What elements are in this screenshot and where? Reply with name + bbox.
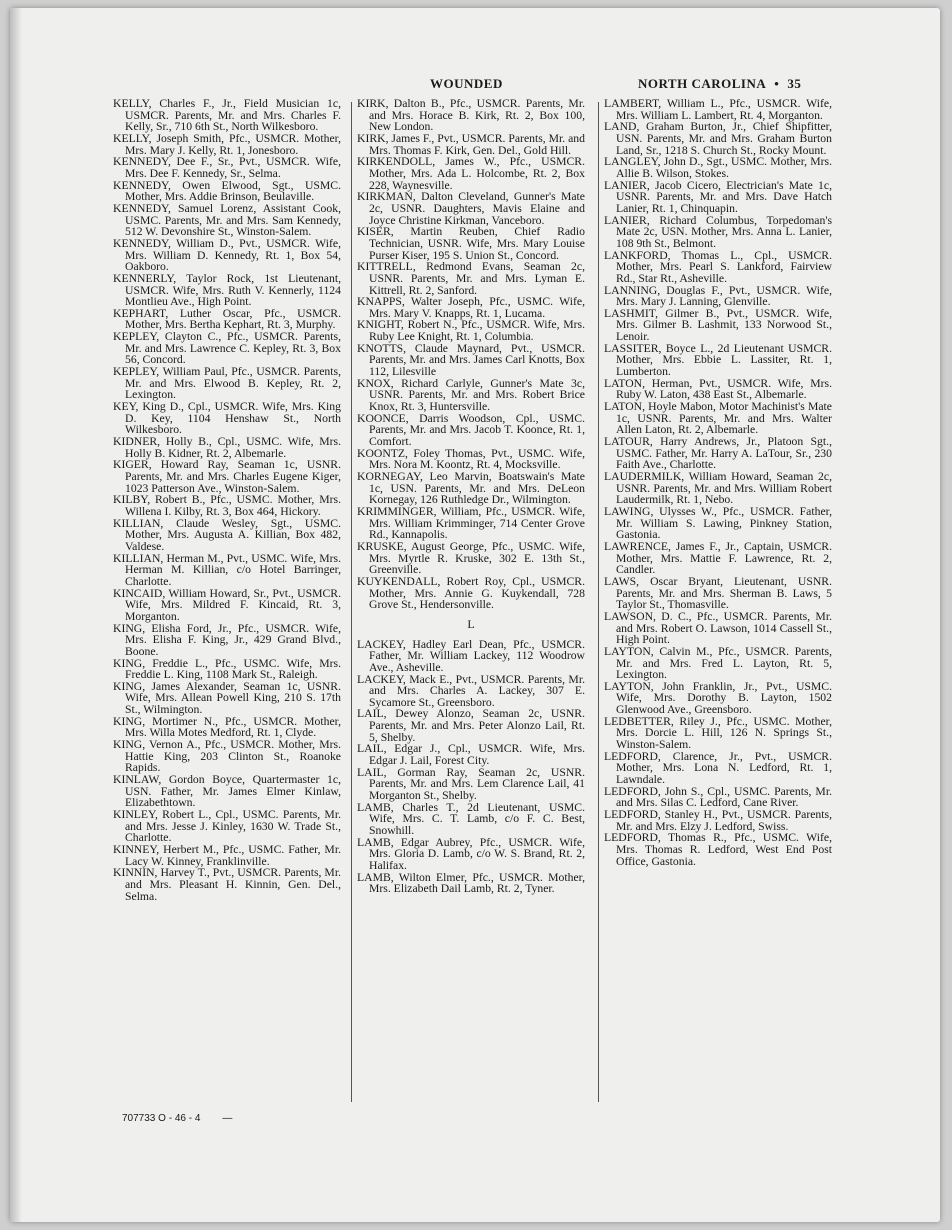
casualty-entry: KENNEDY, Dee F., Sr., Pvt., USMCR. Wife, Mrs. Dee F. Kennedy, Sr., Selma. [113,155,341,180]
casualty-entry: KORNEGAY, Leo Marvin, Boatswain's Mate 1c, USN. Parents, Mr. and Mrs. DeLeon Kornegay, 126 Ruthledge Dr., Wilmington. [357,470,585,507]
casualty-entry: LAUDERMILK, William Howard, Seaman 2c, USNR. Parents, Mr. and Mrs. William Robert Laudermilk, Rt. 1, Nebo. [604,470,832,507]
columns-container [113,98,843,1108]
print-code: 707733 O - 46 - 4 [122,1113,201,1124]
casualty-entry: LANKFORD, Thomas L., Cpl., USMCR. Mother, Mrs. Pearl S. Lankford, Fairview Rd., Star Rt., Asheville. [604,248,832,285]
column-1 [113,98,341,902]
casualty-entry: KNOTTS, Claude Maynard, Pvt., USMCR. Parents, Mr. and Mrs. James Carl Knotts, Box 112, Lilesville [357,341,585,379]
column-rule-2 [598,102,599,1102]
casualty-entry: KENNEDY, Owen Elwood, Sgt., USMC. Mother, Mrs. Addie Brinson, Beulaville. [113,178,341,204]
casualty-entry: KNOX, Richard Carlyle, Gunner's Mate 3c, USNR. Parents, Mr. and Mrs. Robert Brice Knox, Rt. 3, Huntersville. [357,376,585,414]
column-2-entries-l [357,639,585,895]
casualty-entry: KIRKENDOLL, James W., Pfc., USMCR. Mother, Mrs. Ada L. Holcombe, Rt. 2, Box 228, Waynesville. [357,155,585,192]
casualty-entry: LANNING, Douglas F., Pvt., USMCR. Wife, Mrs. Mary J. Lanning, Glenville. [604,283,832,309]
casualty-entry: KENNEDY, William D., Pvt., USMCR. Wife, Mrs. William D. Kennedy, Rt. 1, Box 54, Oakboro. [113,236,341,274]
casualty-entry: KIRK, Dalton B., Pfc., USMCR. Parents, Mr. and Mrs. Horace B. Kirk, Rt. 2, Box 100, New London. [357,97,585,134]
section-heading: WOUNDED [430,76,503,91]
state-heading: NORTH CAROLINA [638,76,767,91]
header-separator: • [774,76,780,91]
casualty-entry: KINCAID, William Howard, Sr., Pvt., USMCR. Wife, Mrs. Mildred F. Kincaid, Rt. 3, Morganton. [113,586,341,623]
casualty-entry: LANIER, Richard Columbus, Torpedoman's Mate 2c, USN. Mother, Mrs. Anna L. Lanier, 108 9th St., Belmont. [604,213,832,250]
casualty-entry: LEDBETTER, Riley J., Pfc., USMC. Mother, Mrs. Dorcie L. Hill, 126 N. Springs St., Winston-Salem. [604,714,832,752]
casualty-entry: KRUSKE, August George, Pfc., USMC. Wife, Mrs. Myrtle R. Kruske, 302 E. 13th St., Greenville. [357,539,585,577]
casualty-entry: KING, Freddie L., Pfc., USMC. Wife, Mrs. Freddie L. King, 1108 Mark St., Raleigh. [113,656,341,682]
casualty-entry: KEPHART, Luther Oscar, Pfc., USMCR. Mother, Mrs. Bertha Kephart, Rt. 3, Murphy. [113,306,341,332]
casualty-entry: KINLEY, Robert L., Cpl., USMC. Parents, Mr. and Mrs. Jesse J. Kinley, 1630 W. Trade St., Charlotte. [113,808,341,845]
casualty-entry: KING, Mortimer N., Pfc., USMCR. Mother, Mrs. Willa Motes Medford, Rt. 1, Clyde. [113,714,341,740]
casualty-entry: LAIL, Edgar J., Cpl., USMCR. Wife, Mrs. Edgar J. Lail, Forest City. [357,742,585,768]
casualty-entry: KELLY, Joseph Smith, Pfc., USMCR. Mother, Mrs. Mary J. Kelly, Rt. 1, Jonesboro. [113,131,341,157]
casualty-entry: LACKEY, Hadley Earl Dean, Pfc., USMCR. Father, Mr. William Lackey, 112 Woodrow Ave., Asheville. [357,637,585,674]
page-edge-shadow [10,8,22,1222]
casualty-entry: LAMBERT, William L., Pfc., USMCR. Wife, Mrs. William L. Lambert, Rt. 4, Morganton. [604,97,832,122]
casualty-entry: LANGLEY, John D., Sgt., USMC. Mother, Mrs. Allie B. Wilson, Stokes. [604,155,832,180]
casualty-entry: KINNIN, Harvey T., Pvt., USMCR. Parents, Mr. and Mrs. Pleasant H. Kinnin, Gen. Del., Selma. [113,866,341,903]
casualty-entry: LAMB, Charles T., 2d Lieutenant, USMC. Wife, Mrs. C. T. Lamb, c/o F. C. Best, Snowhill. [357,800,585,838]
casualty-entry: LASSITER, Boyce L., 2d Lieutenant USMCR. Mother, Mrs. Ebbie L. Lassiter, Rt. 1, Lumberton. [604,341,832,379]
casualty-entry: LAMB, Edgar Aubrey, Pfc., USMCR. Wife, Mrs. Gloria D. Lamb, c/o W. S. Brand, Rt. 2, Halifax. [357,835,585,872]
casualty-entry: KING, Vernon A., Pfc., USMCR. Mother, Mrs. Hattie King, 203 Clinton St., Roanoke Rapids. [113,738,341,775]
casualty-entry: LEDFORD, Stanley H., Pvt., USMCR. Parents, Mr. and Mrs. Elzy J. Ledford, Swiss. [604,808,832,833]
column-2 [357,98,585,895]
casualty-entry: KING, James Alexander, Seaman 1c, USNR. Wife, Mrs. Allean Powell King, 210 S. 17th St., Wilmington. [113,679,341,717]
casualty-entry: KINLAW, Gordon Boyce, Quartermaster 1c, USN. Father, Mr. James Elmer Kinlaw, Elizabethtown. [113,773,341,810]
column-3 [604,98,832,867]
casualty-entry: KENNEDY, Samuel Lorenz, Assistant Cook, USMC. Parents, Mr. and Mrs. Sam Kennedy, 512 W. Devonshire St., Winston-Salem. [113,201,341,239]
casualty-entry: LAMB, Wilton Elmer, Pfc., USMCR. Mother, Mrs. Elizabeth Dail Lamb, Rt. 2, Tyner. [357,870,585,896]
casualty-entry: KIGER, Howard Ray, Seaman 1c, USNR. Parents, Mr. and Mrs. Charles Eugene Kiger, 1023 Patterson Ave., Winston-Salem. [113,458,341,495]
casualty-entry: KUYKENDALL, Robert Roy, Cpl., USMCR. Mother, Mrs. Annie G. Kuykendall, 728 Grove St., Hendersonville. [357,574,585,612]
casualty-entry: KISER, Martin Reuben, Chief Radio Technician, USNR. Wife, Mrs. Mary Louise Purser Kiser, 195 S. Union St., Concord. [357,225,585,262]
footer-dash: — [222,1113,233,1124]
casualty-entry: LACKEY, Mack E., Pvt., USMCR. Parents, Mr. and Mrs. Charles A. Lackey, 307 E. Sycamore St., Greensboro. [357,672,585,709]
casualty-entry: LAWING, Ulysses W., Pfc., USMCR. Father, Mr. William S. Lawing, Pinkney Station, Gastonia. [604,504,832,542]
casualty-entry: LAND, Graham Burton, Jr., Chief Shipfitter, USN. Parents, Mr. and Mrs. Graham Burton Land, Sr., 1218 S. Church St., Rocky Mount. [604,120,832,157]
casualty-entry: LAIL, Gorman Ray, Seaman 2c, USNR. Parents, Mr. and Mrs. Lem Clarence Lail, 41 Morganton St., Shelby. [357,765,585,803]
casualty-entry: KNIGHT, Robert N., Pfc., USMCR. Wife, Mrs. Ruby Lee Knight, Rt. 1, Columbia. [357,318,585,344]
casualty-entry: LAYTON, Calvin M., Pfc., USMCR. Parents, Mr. and Mrs. Fred L. Layton, Rt. 5, Lexington. [604,644,832,682]
casualty-entry: KEY, King D., Cpl., USMCR. Wife, Mrs. King D. Key, 1104 Henshaw St., North Wilkesboro. [113,400,341,437]
casualty-entry: LANIER, Jacob Cicero, Electrician's Mate 1c, USNR. Parents, Mr. and Mrs. Dave Hatch Lanier, Rt. 1, Chinquapin. [604,178,832,215]
casualty-entry: KELLY, Charles F., Jr., Field Musician 1c, USMCR. Parents, Mr. and Mrs. Charles F. Kelly, Sr., 710 6th St., North Wilkesboro. [113,97,341,134]
casualty-entry: KRIMMINGER, William, Pfc., USMCR. Wife, Mrs. William Krimminger, 714 Center Grove Rd., Kannapolis. [357,504,585,542]
casualty-entry: LASHMIT, Gilmer B., Pvt., USMCR. Wife, Mrs. Gilmer B. Lashmit, 133 Norwood St., Lenoir. [604,306,832,344]
casualty-entry: KITTRELL, Redmond Evans, Seaman 2c, USNR. Parents, Mr. and Mrs. Lyman E. Kittrell, Rt. 2, Sanford. [357,260,585,297]
casualty-entry: KINNEY, Herbert M., Pfc., USMC. Father, Mr. Lacy W. Kinney, Franklinville. [113,843,341,868]
casualty-entry: KILBY, Robert B., Pfc., USMC. Mother, Mrs. Willena I. Kilby, Rt. 3, Box 464, Hickory. [113,493,341,518]
casualty-entry: KIRKMAN, Dalton Cleveland, Gunner's Mate 2c, USNR. Daughters, Mavis Elaine and Joyce Christine Kirkman, Vanceboro. [357,190,585,227]
column-rule-1 [351,102,352,1102]
casualty-entry: KEPLEY, William Paul, Pfc., USMCR. Parents, Mr. and Mrs. Elwood B. Kepley, Rt. 2, Lexington. [113,365,341,402]
column-2-entries-k [357,98,585,611]
letter-heading: L [467,616,475,631]
casualty-entry: LATON, Hoyle Mabon, Motor Machinist's Mate 1c, USNR. Parents, Mr. and Mrs. Walter Allen Laton, Rt. 2, Albemarle. [604,400,832,437]
casualty-entry: KIRK, James F., Pvt., USMCR. Parents, Mr. and Mrs. Thomas F. Kirk, Gen. Del., Gold Hill. [357,131,585,157]
casualty-entry: LAWS, Oscar Bryant, Lieutenant, USNR. Parents, Mr. and Mrs. Sherman B. Laws, 5 Taylor St., Thomasville. [604,574,832,612]
casualty-entry: LEDFORD, John S., Cpl., USMC. Parents, Mr. and Mrs. Silas C. Ledford, Cane River. [604,784,832,810]
casualty-entry: LATON, Herman, Pvt., USMCR. Wife, Mrs. Ruby W. Laton, 438 East St., Albemarle. [604,376,832,402]
casualty-entry: KILLIAN, Herman M., Pvt., USMC. Wife, Mrs. Herman M. Killian, c/o Hotel Barringer, Charlotte. [113,551,341,588]
casualty-entry: KOONCE, Darris Woodson, Cpl., USMC. Parents, Mr. and Mrs. Jacob T. Koonce, Rt. 1, Comfort. [357,411,585,449]
casualty-entry: LEDFORD, Thomas R., Pfc., USMC. Wife, Mrs. Thomas R. Ledford, West End Post Office, Gastonia. [604,831,832,868]
casualty-entry: KILLIAN, Claude Wesley, Sgt., USMC. Mother, Mrs. Augusta A. Killian, Box 482, Valdese. [113,516,341,553]
casualty-entry: KNAPPS, Walter Joseph, Pfc., USMC. Wife, Mrs. Mary V. Knapps, Rt. 1, Lucama. [357,295,585,320]
running-header [638,76,801,92]
casualty-entry: LAWRENCE, James F., Jr., Captain, USMCR. Mother, Mrs. Mattie F. Lawrence, Rt. 2, Candler. [604,539,832,577]
casualty-entry: LAYTON, John Franklin, Jr., Pvt., USMC. Wife, Mrs. Dorothy B. Layton, 1502 Glenwood Ave., Greensboro. [604,679,832,717]
casualty-entry: LATOUR, Harry Andrews, Jr., Platoon Sgt., USMC. Father, Mr. Harry A. LaTour, Sr., 230 Faith Ave., Charlotte. [604,435,832,472]
casualty-entry: KIDNER, Holly B., Cpl., USMC. Wife, Mrs. Holly B. Kidner, Rt. 2, Albemarle. [113,435,341,460]
casualty-entry: KING, Elisha Ford, Jr., Pfc., USMCR. Wife, Mrs. Elisha F. King, Jr., 429 Grand Blvd., Boone. [113,621,341,658]
casualty-entry: LAWSON, D. C., Pfc., USMCR. Parents, Mr. and Mrs. Robert O. Lawson, 1014 Cassell St., High Point. [604,609,832,647]
casualty-entry: LAIL, Dewey Alonzo, Seaman 2c, USNR. Parents, Mr. and Mrs. Peter Alonzo Lail, Rt. 5, Shelby. [357,707,585,744]
casualty-entry: LEDFORD, Clarence, Jr., Pvt., USMCR. Mother, Mrs. Lona N. Ledford, Rt. 1, Lawndale. [604,749,832,787]
casualty-entry: KENNERLY, Taylor Rock, 1st Lieutenant, USMCR. Wife, Mrs. Ruth V. Kennerly, 1124 Montlieu Ave., High Point. [113,271,341,309]
page-number: 35 [787,76,802,91]
casualty-entry: KEPLEY, Clayton C., Pfc., USMCR. Parents, Mr. and Mrs. Lawrence C. Kepley, Rt. 3, Box 56, Concord. [113,330,341,367]
casualty-entry: KOONTZ, Foley Thomas, Pvt., USMC. Wife, Mrs. Nora M. Koontz, Rt. 4, Mocksville. [357,446,585,472]
page-footer [122,1113,232,1124]
document-page [10,8,940,1222]
